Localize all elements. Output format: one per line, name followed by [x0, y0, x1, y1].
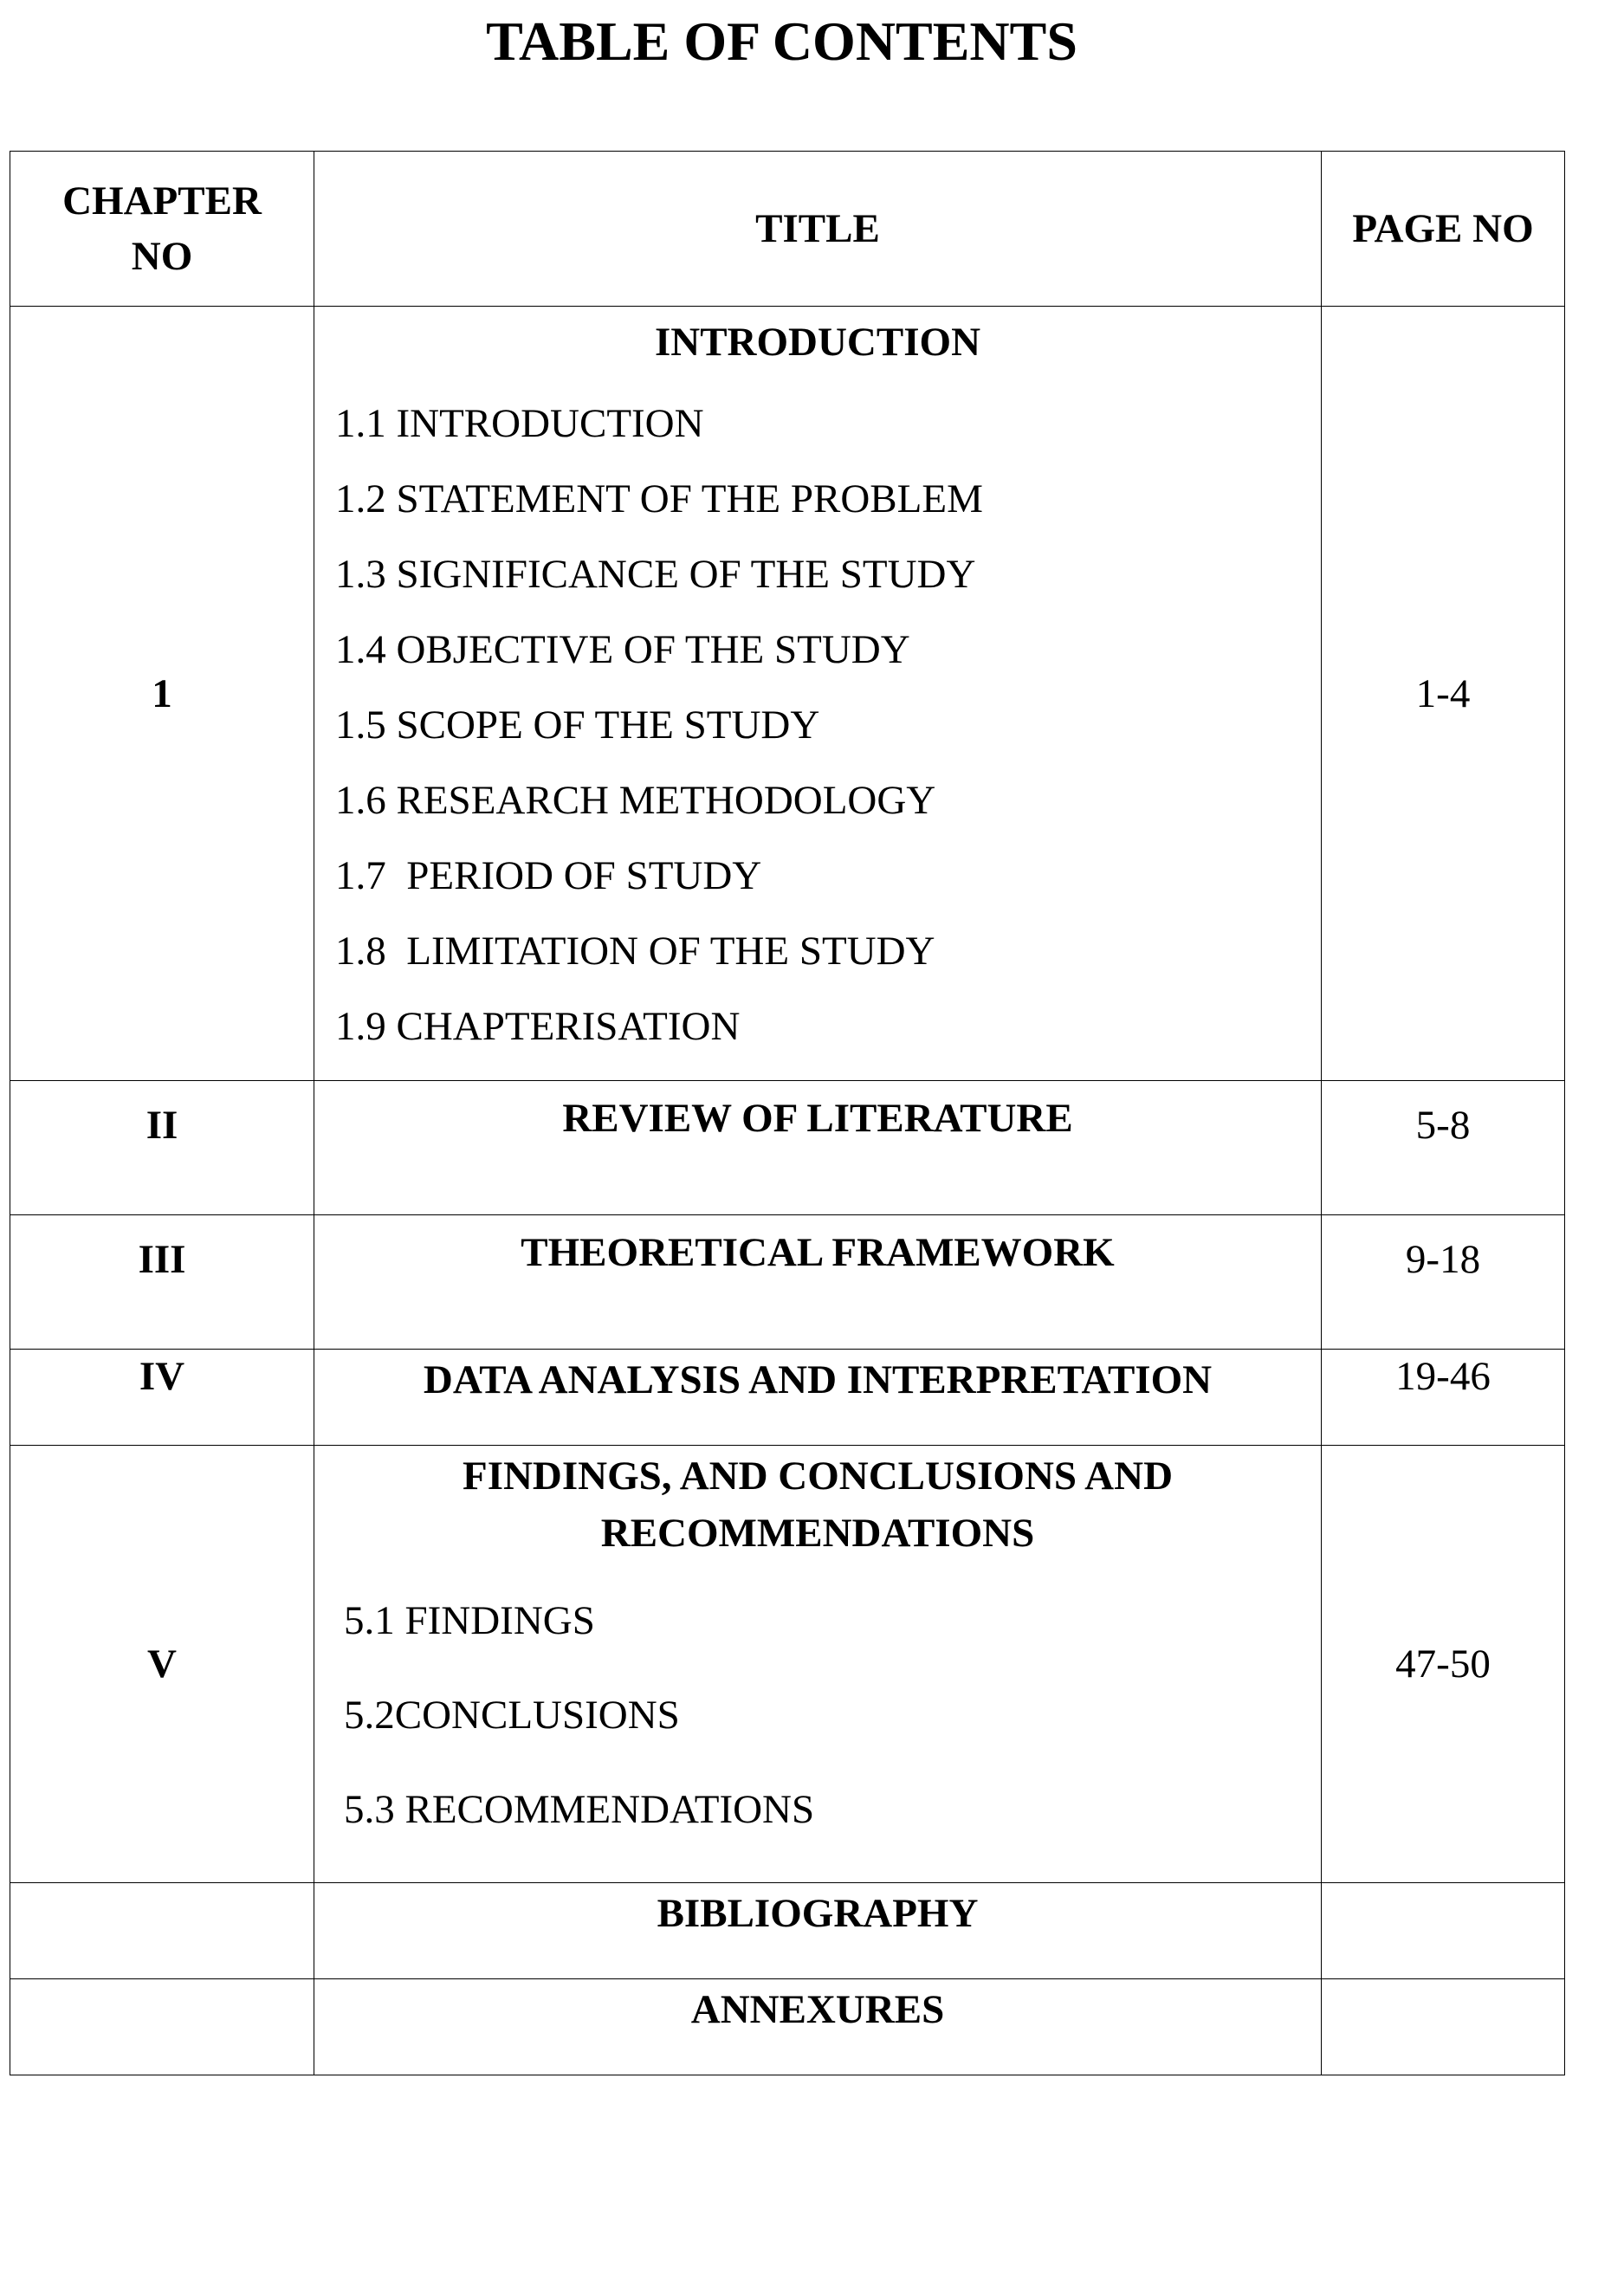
section-item: 5.1 FINDINGS — [344, 1598, 595, 1643]
chapter-title-line: RECOMMENDATIONS — [600, 1511, 1035, 1556]
chapter-title: THEORETICAL FRAMEWORK — [314, 1215, 1322, 1350]
header-chapter-no: CHAPTER NO — [10, 152, 314, 307]
chapter-title: ANNEXURES — [314, 1979, 1322, 2075]
section-item: 1.2 STATEMENT OF THE PROBLEM — [335, 476, 983, 521]
chapter-number — [10, 1883, 314, 1979]
chapter-title: INTRODUCTION — [654, 320, 981, 365]
section-item: 5.3 RECOMMENDATIONS — [344, 1787, 815, 1832]
table-row — [10, 1979, 1565, 2075]
section-item: 1.6 RESEARCH METHODOLOGY — [335, 778, 936, 823]
chapter-title: DATA ANALYSIS AND INTERPRETATION — [314, 1350, 1322, 1446]
section-item: 1.9 CHAPTERISATION — [335, 1004, 741, 1049]
chapter-title-line: FINDINGS, AND CONCLUSIONS AND — [462, 1454, 1174, 1499]
chapter-number: II — [10, 1081, 314, 1215]
header-row — [10, 152, 1565, 307]
page-range: 5-8 — [1322, 1081, 1565, 1215]
section-item: 5.2CONCLUSIONS — [344, 1693, 680, 1738]
chapter-number: V — [10, 1446, 314, 1883]
section-list — [314, 1574, 1321, 1857]
chapter-title — [314, 1447, 1321, 1562]
table-row — [10, 307, 1565, 1081]
table-row — [10, 1350, 1565, 1446]
section-item: 1.1 INTRODUCTION — [335, 401, 704, 446]
section-item: 1.4 OBJECTIVE OF THE STUDY — [335, 627, 910, 672]
page-range — [1322, 1979, 1565, 2075]
chapter-title-cell — [314, 1446, 1322, 1883]
page-range: 9-18 — [1322, 1215, 1565, 1350]
chapter-number — [10, 1979, 314, 2075]
chapter-title-cell — [314, 307, 1322, 1081]
page-range: 19-46 — [1322, 1350, 1565, 1446]
table-row — [10, 1215, 1565, 1350]
page-range: 47-50 — [1322, 1446, 1565, 1883]
table-of-contents — [10, 151, 1565, 2075]
chapter-number: 1 — [10, 307, 314, 1081]
page-range: 1-4 — [1322, 307, 1565, 1081]
table-row — [10, 1883, 1565, 1979]
section-item: 1.8 LIMITATION OF THE STUDY — [335, 929, 935, 974]
section-item: 1.3 SIGNIFICANCE OF THE STUDY — [335, 552, 976, 597]
header-title: TITLE — [314, 152, 1322, 307]
page-range — [1322, 1883, 1565, 1979]
table-row — [10, 1446, 1565, 1883]
section-item: 1.7 PERIOD OF STUDY — [335, 853, 762, 898]
chapter-title: REVIEW OF LITERATURE — [314, 1081, 1322, 1215]
section-list — [314, 386, 1321, 1065]
header-page-no: PAGE NO — [1322, 152, 1565, 307]
section-item: 1.5 SCOPE OF THE STUDY — [335, 702, 820, 748]
chapter-number: III — [10, 1215, 314, 1350]
chapter-title: BIBLIOGRAPHY — [314, 1883, 1322, 1979]
chapter-number: IV — [10, 1350, 314, 1446]
page-title: TABLE OF CONTENTS — [486, 10, 1077, 72]
table-row — [10, 1081, 1565, 1215]
